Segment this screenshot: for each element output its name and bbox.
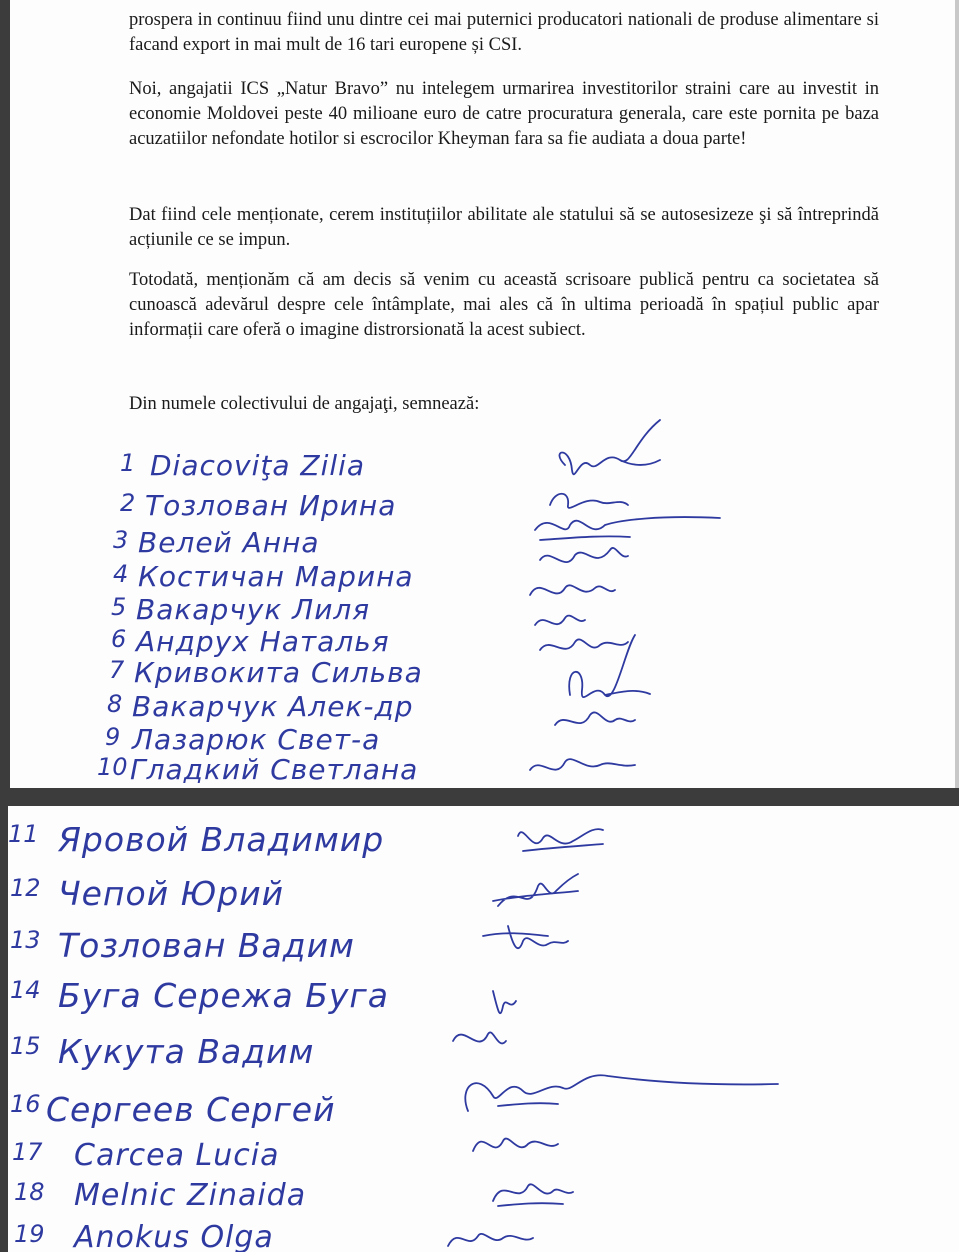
paragraph-1: prospera in continuu fiind unu dintre cei mai puternici producatori nationali de produse alimentare si facand export in mai mult de 16 tari europene și CSI. — [129, 10, 879, 55]
signatory-number: 15 — [10, 1032, 41, 1060]
signatory-name: Тозлован Вадим — [58, 926, 355, 965]
signatory-number: 18 — [14, 1178, 45, 1206]
signatory-name: Лазарюк Свет-а — [132, 723, 381, 756]
signatory-name: Велей Анна — [138, 526, 320, 559]
signatory-name: Яровой Владимир — [58, 820, 385, 859]
paragraph-3: Dat fiind cele menționate, cerem instituțiilor abilitate ale statului să se autosesizeze şi să întreprindă acțiunile ce se impun. — [129, 205, 879, 250]
signatory-number: 5 — [111, 593, 127, 621]
signatory-number: 2 — [120, 489, 136, 517]
signatory-name: Кривокита Сильва — [134, 656, 423, 689]
signatory-name: Тозлован Ирина — [145, 489, 397, 522]
signatory-number: 10 — [97, 753, 128, 781]
signatory-number: 4 — [113, 560, 129, 588]
signatory-number: 11 — [8, 820, 39, 848]
signatures-page-2 — [438, 806, 818, 1252]
signatory-name: Костичан Марина — [138, 560, 414, 593]
signatory-name: Андрух Наталья — [136, 625, 390, 658]
signatory-number: 19 — [14, 1220, 45, 1248]
signatures-page-1 — [510, 410, 750, 788]
paragraph-4: Totodată, menționăm că am decis să venim cu această scrisoare publică pentru ca societatea să cunoască adevărul despre cele întâmplate, mai ales că în ultima perioadă în spațiul public apar informații care oferă o imagine distrorsionată la acest subiect. — [129, 270, 879, 340]
signatory-name: Вакарчук Алек-др — [132, 690, 414, 723]
signatory-name: Diacoviţa Zilia — [150, 449, 366, 482]
signatory-number: 14 — [10, 976, 41, 1004]
signatory-number: 6 — [111, 625, 127, 653]
signatory-number: 1 — [120, 449, 136, 477]
signatory-name: Гладкий Светлана — [130, 753, 419, 786]
signatory-name: Кукута Вадим — [58, 1032, 315, 1071]
signatories-intro: Din numele colectivului de angajaţi, semnează: — [129, 394, 480, 414]
signatory-number: 9 — [105, 723, 121, 751]
signatory-number: 16 — [10, 1090, 41, 1118]
signatory-name: Melnic Zinaida — [74, 1178, 307, 1213]
signatory-number: 13 — [10, 926, 41, 954]
signatory-number: 12 — [10, 874, 41, 902]
signatory-name: Вакарчук Лиля — [136, 593, 371, 626]
signatory-number: 8 — [107, 690, 123, 718]
letter-page-2 — [8, 806, 959, 1252]
letter-page-1 — [10, 0, 959, 788]
signatory-name: Буга Сережа Буга — [58, 976, 389, 1015]
signatory-name: Сергеев Сергей — [46, 1090, 336, 1129]
signatory-number: 17 — [12, 1138, 43, 1166]
signatory-name: Carcea Lucia — [74, 1138, 280, 1173]
signatory-number: 3 — [113, 526, 129, 554]
paragraph-2: Noi, angajatii ICS „Natur Bravo” nu intelegem urmarirea investitorilor straini care au investit in economie Moldovei peste 40 milioane euro de catre procuratura generala, care este pornita pe baza acuzatiilor nefondate hotilor si escrocilor Kheyman fara sa fie audiata a doua parte! — [129, 79, 879, 149]
signatory-number: 7 — [109, 656, 125, 684]
signatory-name: Чепой Юрий — [58, 874, 285, 913]
signatory-name: Anokus Olga — [74, 1220, 274, 1252]
